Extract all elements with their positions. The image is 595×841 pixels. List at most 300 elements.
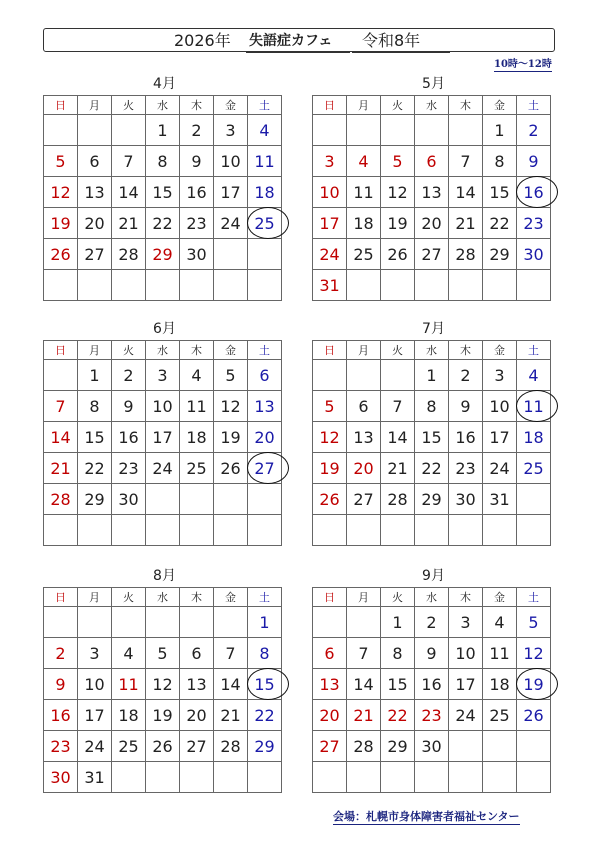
day-cell: 8 <box>415 391 449 422</box>
empty-cell <box>415 115 449 146</box>
day-cell: 4 <box>517 360 551 391</box>
weekday-header: 土 <box>248 588 282 607</box>
weekday-header: 日 <box>44 341 78 360</box>
empty-cell <box>381 270 415 301</box>
day-cell: 17 <box>313 208 347 239</box>
day-cell: 16 <box>44 700 78 731</box>
week-row <box>313 146 551 177</box>
day-cell: 29 <box>78 484 112 515</box>
weekday-header: 日 <box>313 96 347 115</box>
week-row <box>313 391 551 422</box>
week-row <box>313 453 551 484</box>
day-cell: 6 <box>78 146 112 177</box>
day-cell: 14 <box>381 422 415 453</box>
day-cell: 9 <box>180 146 214 177</box>
weekday-header: 水 <box>415 588 449 607</box>
day-cell: 18 <box>517 422 551 453</box>
day-cell: 31 <box>313 270 347 301</box>
day-cell: 30 <box>415 731 449 762</box>
day-cell: 12 <box>381 177 415 208</box>
day-cell: 1 <box>483 115 517 146</box>
empty-cell <box>449 731 483 762</box>
day-cell: 16 <box>449 422 483 453</box>
month-title: 7月 <box>422 321 445 337</box>
week-row <box>313 484 551 515</box>
day-cell: 26 <box>517 700 551 731</box>
week-row <box>44 669 282 700</box>
day-cell: 3 <box>146 360 180 391</box>
day-cell: 5 <box>313 391 347 422</box>
day-cell: 25 <box>180 453 214 484</box>
day-cell: 21 <box>347 700 381 731</box>
day-cell: 24 <box>214 208 248 239</box>
day-cell: 29 <box>415 484 449 515</box>
weekday-header: 土 <box>248 341 282 360</box>
day-cell: 19 <box>146 700 180 731</box>
empty-cell <box>248 239 282 270</box>
day-cell: 28 <box>214 731 248 762</box>
empty-cell <box>214 607 248 638</box>
empty-cell <box>44 270 78 301</box>
weekday-header: 火 <box>381 96 415 115</box>
day-cell: 22 <box>483 208 517 239</box>
day-cell: 5 <box>517 607 551 638</box>
day-cell: 2 <box>44 638 78 669</box>
weekday-header: 金 <box>214 341 248 360</box>
week-row <box>313 115 551 146</box>
day-cell: 15 <box>78 422 112 453</box>
day-cell: 26 <box>146 731 180 762</box>
empty-cell <box>146 762 180 793</box>
day-cell: 4 <box>112 638 146 669</box>
weekday-header: 金 <box>483 96 517 115</box>
day-cell: 18 <box>483 669 517 700</box>
day-cell: 18 <box>347 208 381 239</box>
day-cell: 16 <box>180 177 214 208</box>
day-cell: 20 <box>347 453 381 484</box>
day-cell: 17 <box>483 422 517 453</box>
day-cell: 22 <box>248 700 282 731</box>
day-cell: 15 <box>381 669 415 700</box>
day-cell: 26 <box>313 484 347 515</box>
empty-cell <box>313 515 347 546</box>
week-row <box>313 177 551 208</box>
weekday-header: 木 <box>180 96 214 115</box>
weekday-header: 水 <box>146 96 180 115</box>
day-cell: 20 <box>180 700 214 731</box>
empty-cell <box>44 115 78 146</box>
day-cell: 10 <box>449 638 483 669</box>
empty-cell <box>78 115 112 146</box>
day-cell: 19 <box>214 422 248 453</box>
week-row <box>44 638 282 669</box>
day-cell: 14 <box>347 669 381 700</box>
empty-cell <box>180 515 214 546</box>
day-cell: 13 <box>313 669 347 700</box>
week-row <box>44 239 282 270</box>
day-cell: 30 <box>180 239 214 270</box>
empty-cell <box>313 115 347 146</box>
day-cell: 14 <box>112 177 146 208</box>
weekday-header: 火 <box>381 588 415 607</box>
week-row <box>44 484 282 515</box>
day-cell: 30 <box>112 484 146 515</box>
day-cell: 22 <box>78 453 112 484</box>
month-title: 5月 <box>422 76 445 92</box>
day-cell: 3 <box>214 115 248 146</box>
day-cell: 23 <box>44 731 78 762</box>
week-row <box>44 731 282 762</box>
empty-cell <box>214 515 248 546</box>
day-cell: 20 <box>415 208 449 239</box>
weekday-header: 火 <box>381 341 415 360</box>
day-cell: 22 <box>415 453 449 484</box>
day-cell: 9 <box>517 146 551 177</box>
day-cell: 14 <box>449 177 483 208</box>
empty-cell <box>214 270 248 301</box>
day-cell: 27 <box>78 239 112 270</box>
day-cell: 14 <box>214 669 248 700</box>
day-cell: 31 <box>78 762 112 793</box>
day-cell: 7 <box>381 391 415 422</box>
month-grid <box>43 587 282 793</box>
day-cell: 16 <box>415 669 449 700</box>
day-cell: 1 <box>415 360 449 391</box>
week-row <box>313 208 551 239</box>
week-row <box>313 270 551 301</box>
weekday-header: 火 <box>112 341 146 360</box>
day-cell: 28 <box>347 731 381 762</box>
title-underline <box>246 52 350 53</box>
weekday-header: 金 <box>483 341 517 360</box>
empty-cell <box>146 515 180 546</box>
week-row <box>313 607 551 638</box>
day-cell: 15 <box>415 422 449 453</box>
week-row <box>44 270 282 301</box>
day-cell: 18 <box>112 700 146 731</box>
week-row <box>44 453 282 484</box>
day-cell: 1 <box>381 607 415 638</box>
day-cell: 5 <box>214 360 248 391</box>
day-cell: 29 <box>248 731 282 762</box>
empty-cell <box>483 731 517 762</box>
day-cell: 29 <box>381 731 415 762</box>
day-cell: 8 <box>78 391 112 422</box>
day-cell: 19 <box>381 208 415 239</box>
week-row <box>44 422 282 453</box>
day-cell: 9 <box>44 669 78 700</box>
empty-cell <box>313 360 347 391</box>
day-cell: 28 <box>44 484 78 515</box>
day-cell: 15 <box>483 177 517 208</box>
day-cell: 4 <box>347 146 381 177</box>
empty-cell <box>517 731 551 762</box>
empty-cell <box>381 115 415 146</box>
day-cell: 1 <box>146 115 180 146</box>
weekday-header: 土 <box>517 588 551 607</box>
week-row <box>44 391 282 422</box>
week-row <box>313 700 551 731</box>
month-grid <box>43 340 282 546</box>
weekday-header: 日 <box>44 96 78 115</box>
empty-cell <box>112 270 146 301</box>
empty-cell <box>483 762 517 793</box>
day-cell: 2 <box>449 360 483 391</box>
day-cell: 13 <box>415 177 449 208</box>
day-cell: 12 <box>517 638 551 669</box>
era-underline <box>352 52 450 53</box>
day-cell: 27 <box>313 731 347 762</box>
day-cell: 23 <box>449 453 483 484</box>
day-cell: 29 <box>146 239 180 270</box>
day-cell: 25 <box>248 208 282 239</box>
day-cell: 23 <box>415 700 449 731</box>
day-cell: 17 <box>449 669 483 700</box>
month-title: 8月 <box>153 568 176 584</box>
empty-cell <box>112 607 146 638</box>
empty-cell <box>146 484 180 515</box>
weekday-header: 金 <box>214 96 248 115</box>
hours-label: 10時～12時 <box>494 59 552 70</box>
empty-cell <box>347 762 381 793</box>
empty-cell <box>415 762 449 793</box>
weekday-header: 月 <box>78 96 112 115</box>
month-grid <box>312 95 551 301</box>
day-cell: 20 <box>313 700 347 731</box>
weekday-header: 月 <box>347 588 381 607</box>
empty-cell <box>517 484 551 515</box>
day-cell: 22 <box>146 208 180 239</box>
day-cell: 2 <box>112 360 146 391</box>
empty-cell <box>313 607 347 638</box>
day-cell: 16 <box>517 177 551 208</box>
day-cell: 21 <box>381 453 415 484</box>
empty-cell <box>347 515 381 546</box>
day-cell: 1 <box>78 360 112 391</box>
weekday-header: 月 <box>347 96 381 115</box>
day-cell: 11 <box>483 638 517 669</box>
day-cell: 28 <box>112 239 146 270</box>
day-cell: 29 <box>483 239 517 270</box>
empty-cell <box>483 515 517 546</box>
day-cell: 3 <box>313 146 347 177</box>
empty-cell <box>248 515 282 546</box>
empty-cell <box>248 484 282 515</box>
empty-cell <box>248 270 282 301</box>
day-cell: 20 <box>248 422 282 453</box>
venue-label: 会場：札幌市身体障害者福祉センター <box>333 810 520 823</box>
day-cell: 20 <box>78 208 112 239</box>
week-row <box>44 177 282 208</box>
week-row <box>313 239 551 270</box>
weekday-header: 水 <box>415 341 449 360</box>
day-cell: 4 <box>248 115 282 146</box>
day-cell: 15 <box>146 177 180 208</box>
month-title: 9月 <box>422 568 445 584</box>
day-cell: 7 <box>44 391 78 422</box>
day-cell: 8 <box>146 146 180 177</box>
day-cell: 3 <box>449 607 483 638</box>
month-grid <box>312 587 551 793</box>
day-cell: 15 <box>248 669 282 700</box>
day-cell: 11 <box>180 391 214 422</box>
empty-cell <box>347 607 381 638</box>
day-cell: 27 <box>248 453 282 484</box>
day-cell: 25 <box>347 239 381 270</box>
empty-cell <box>415 515 449 546</box>
week-row <box>44 208 282 239</box>
day-cell: 23 <box>112 453 146 484</box>
day-cell: 8 <box>483 146 517 177</box>
day-cell: 31 <box>483 484 517 515</box>
day-cell: 14 <box>44 422 78 453</box>
day-cell: 25 <box>517 453 551 484</box>
day-cell: 19 <box>44 208 78 239</box>
day-cell: 10 <box>483 391 517 422</box>
day-cell: 23 <box>180 208 214 239</box>
empty-cell <box>483 270 517 301</box>
empty-cell <box>146 607 180 638</box>
day-cell: 16 <box>112 422 146 453</box>
day-cell: 2 <box>180 115 214 146</box>
day-cell: 5 <box>44 146 78 177</box>
day-cell: 23 <box>517 208 551 239</box>
page-title: 失語症カフェ <box>249 33 333 49</box>
empty-cell <box>78 607 112 638</box>
day-cell: 25 <box>483 700 517 731</box>
day-cell: 12 <box>214 391 248 422</box>
day-cell: 26 <box>44 239 78 270</box>
weekday-header: 火 <box>112 588 146 607</box>
weekday-header: 木 <box>449 341 483 360</box>
day-cell: 22 <box>381 700 415 731</box>
week-row <box>313 422 551 453</box>
day-cell: 6 <box>347 391 381 422</box>
day-cell: 21 <box>214 700 248 731</box>
day-cell: 10 <box>214 146 248 177</box>
day-cell: 27 <box>415 239 449 270</box>
weekday-header: 土 <box>517 96 551 115</box>
week-row <box>313 669 551 700</box>
day-cell: 7 <box>214 638 248 669</box>
empty-cell <box>214 484 248 515</box>
day-cell: 3 <box>483 360 517 391</box>
day-cell: 7 <box>449 146 483 177</box>
week-row <box>44 607 282 638</box>
empty-cell <box>449 115 483 146</box>
empty-cell <box>112 515 146 546</box>
day-cell: 10 <box>78 669 112 700</box>
day-cell: 18 <box>248 177 282 208</box>
week-row <box>44 146 282 177</box>
day-cell: 30 <box>449 484 483 515</box>
week-row <box>313 638 551 669</box>
empty-cell <box>112 762 146 793</box>
empty-cell <box>313 762 347 793</box>
day-cell: 11 <box>517 391 551 422</box>
day-cell: 9 <box>449 391 483 422</box>
day-cell: 26 <box>381 239 415 270</box>
empty-cell <box>78 270 112 301</box>
empty-cell <box>449 270 483 301</box>
empty-cell <box>44 515 78 546</box>
empty-cell <box>180 762 214 793</box>
empty-cell <box>517 515 551 546</box>
era-label: 令和8年 <box>362 31 421 50</box>
day-cell: 5 <box>146 638 180 669</box>
day-cell: 7 <box>347 638 381 669</box>
day-cell: 13 <box>78 177 112 208</box>
week-row <box>44 762 282 793</box>
day-cell: 24 <box>313 239 347 270</box>
month-title: 6月 <box>153 321 176 337</box>
month-grid <box>43 95 282 301</box>
day-cell: 28 <box>449 239 483 270</box>
weekday-header: 木 <box>180 341 214 360</box>
weekday-header: 水 <box>415 96 449 115</box>
empty-cell <box>415 270 449 301</box>
weekday-header: 木 <box>449 96 483 115</box>
empty-cell <box>180 607 214 638</box>
day-cell: 10 <box>313 177 347 208</box>
weekday-header: 月 <box>347 341 381 360</box>
empty-cell <box>248 762 282 793</box>
day-cell: 21 <box>449 208 483 239</box>
day-cell: 24 <box>78 731 112 762</box>
day-cell: 28 <box>381 484 415 515</box>
day-cell: 18 <box>180 422 214 453</box>
empty-cell <box>214 762 248 793</box>
empty-cell <box>517 270 551 301</box>
day-cell: 12 <box>44 177 78 208</box>
weekday-header: 月 <box>78 341 112 360</box>
day-cell: 27 <box>180 731 214 762</box>
empty-cell <box>347 270 381 301</box>
day-cell: 4 <box>483 607 517 638</box>
empty-cell <box>78 515 112 546</box>
day-cell: 10 <box>146 391 180 422</box>
day-cell: 11 <box>248 146 282 177</box>
month-title: 4月 <box>153 76 176 92</box>
weekday-header: 日 <box>313 588 347 607</box>
day-cell: 19 <box>517 669 551 700</box>
empty-cell <box>347 360 381 391</box>
day-cell: 13 <box>248 391 282 422</box>
day-cell: 9 <box>112 391 146 422</box>
empty-cell <box>449 515 483 546</box>
week-row <box>313 731 551 762</box>
empty-cell <box>449 762 483 793</box>
day-cell: 30 <box>44 762 78 793</box>
weekday-header: 水 <box>146 341 180 360</box>
week-row <box>44 700 282 731</box>
day-cell: 24 <box>146 453 180 484</box>
weekday-header: 日 <box>44 588 78 607</box>
day-cell: 13 <box>347 422 381 453</box>
empty-cell <box>381 360 415 391</box>
day-cell: 12 <box>313 422 347 453</box>
weekday-header: 金 <box>214 588 248 607</box>
day-cell: 11 <box>112 669 146 700</box>
weekday-header: 月 <box>78 588 112 607</box>
weekday-header: 木 <box>449 588 483 607</box>
week-row <box>313 360 551 391</box>
weekday-header: 木 <box>180 588 214 607</box>
week-row <box>44 360 282 391</box>
empty-cell <box>381 762 415 793</box>
weekday-header: 水 <box>146 588 180 607</box>
empty-cell <box>517 762 551 793</box>
